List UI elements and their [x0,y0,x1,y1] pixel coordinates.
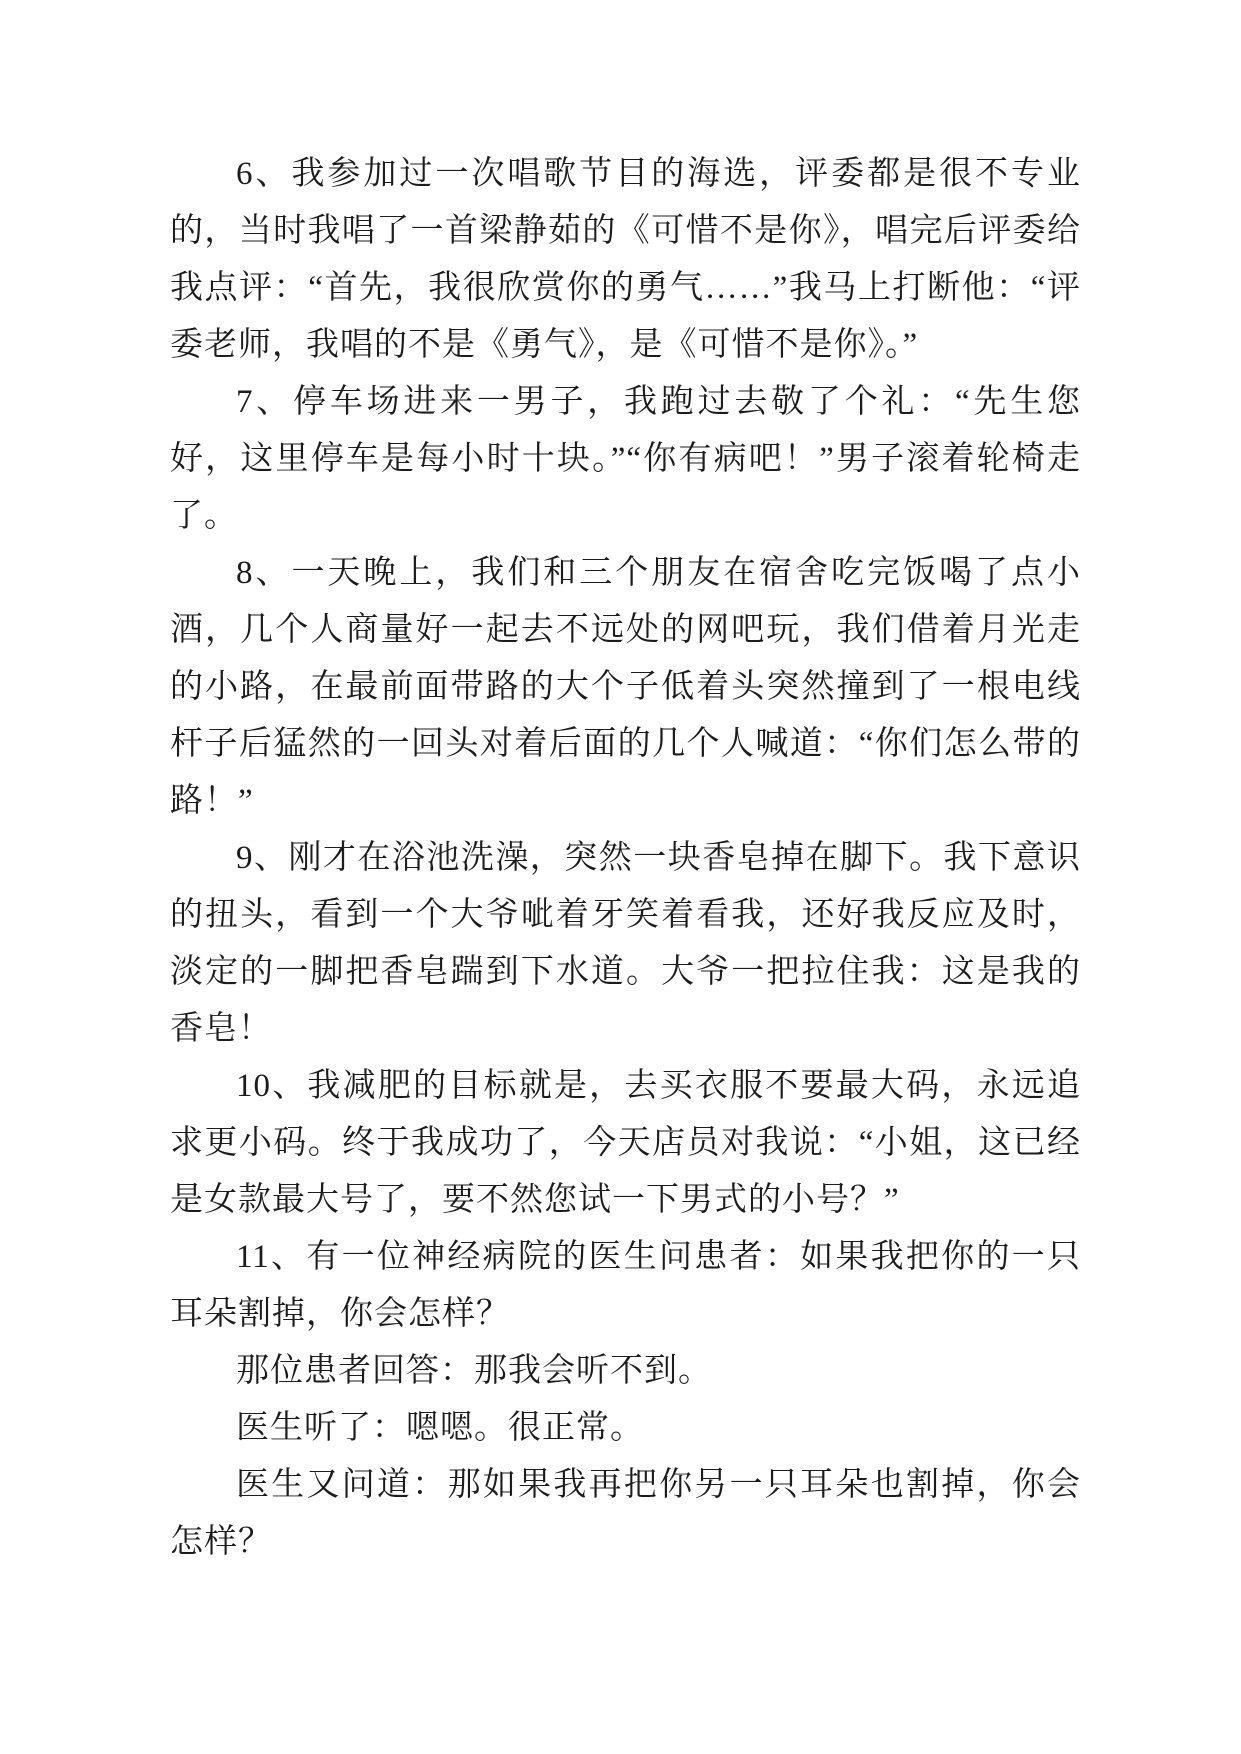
joke-paragraph-11-question: 11、有一位神经病院的医生问患者：如果我把你的一只耳朵割掉，你会怎样？ [170,1239,1081,1332]
document-body [170,146,1081,1571]
joke-paragraph-7: 7、停车场进来一男子，我跑过去敬了个礼：“先生您好，这里停车是每小时十块。”“你有病吧！”男子滚着轮椅走了。 [170,384,1081,534]
joke-paragraph-11-doctor-question: 医生又问道：那如果我再把你另一只耳朵也割掉，你会怎样？ [170,1467,1081,1560]
joke-paragraph-11-patient-answer: 那位患者回答：那我会听不到。 [236,1353,712,1389]
joke-paragraph-11-doctor-reply: 医生听了：嗯嗯。很正常。 [236,1410,644,1446]
joke-paragraph-6: 6、我参加过一次唱歌节目的海选，评委都是很不专业的，当时我唱了一首梁静茹的《可惜不是你》，唱完后评委给我点评：“首先，我很欣赏你的勇气……”我马上打断他：“评委老师，我唱的不是《勇气》，是《可惜不是你》。” [170,156,1081,363]
joke-paragraph-10: 10、我减肥的目标就是，去买衣服不要最大码，永远追求更小码。终于我成功了，今天店员对我说：“小姐，这已经是女款最大号了，要不然您试一下男式的小号？” [170,1068,1081,1218]
joke-paragraph-9: 9、刚才在浴池洗澡，突然一块香皂掉在脚下。我下意识的扭头，看到一个大爷呲着牙笑着看我，还好我反应及时，淡定的一脚把香皂踹到下水道。大爷一把拉住我：这是我的香皂！ [170,840,1081,1047]
joke-paragraph-8: 8、一天晚上，我们和三个朋友在宿舍吃完饭喝了点小酒，几个人商量好一起去不远处的网吧玩，我们借着月光走的小路，在最前面带路的大个子低着头突然撞到了一根电线杆子后猛然的一回头对着后面的几个人喊道：“你们怎么带的路！” [170,555,1081,819]
